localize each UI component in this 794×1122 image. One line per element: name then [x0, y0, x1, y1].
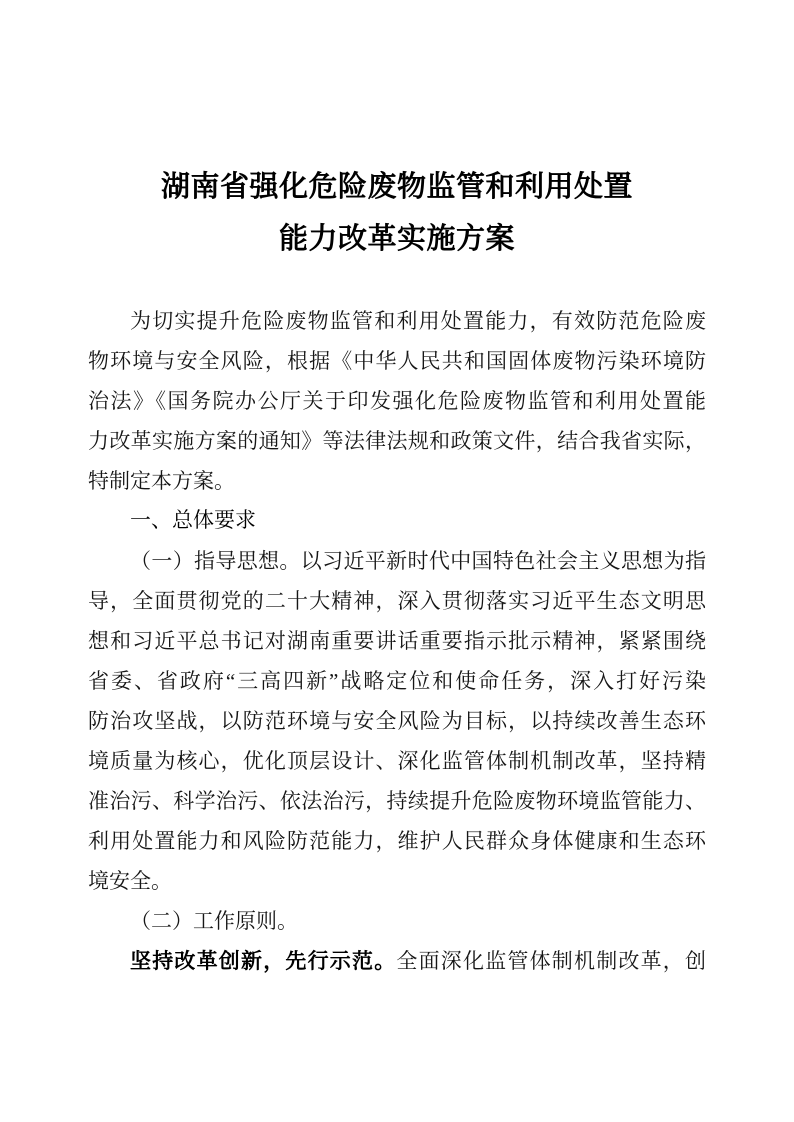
document-line: [88, 701, 706, 741]
document-line: [88, 581, 706, 621]
text-segment: 治法》《国务院办公厅关于印发强化危险废物监管和利用处置能: [88, 389, 706, 413]
text-segment: 一、总体要求: [130, 509, 256, 532]
document-line: [88, 741, 706, 781]
text-segment: 导，全面贯彻党的二十大精神，深入贯彻落实习近平生态文明思: [88, 589, 706, 613]
document-line: [88, 541, 706, 581]
document-line: [88, 781, 706, 821]
text-segment: 利用处置能力和风险防范能力，维护人民群众身体健康和生态环: [88, 829, 706, 853]
document-line: [88, 941, 706, 982]
document-body: [88, 301, 706, 982]
document-line: [88, 461, 706, 501]
document-line: [88, 661, 706, 701]
document-line: [88, 301, 706, 341]
guiding-ideology-paragraph: [88, 541, 706, 901]
document-line: [88, 381, 706, 421]
document-line: [88, 421, 706, 461]
text-segment: 物环境与安全风险，根据《中华人民共和国固体废物污染环境防: [88, 349, 706, 373]
text-segment: 特制定本方案。: [88, 469, 235, 493]
text-segment: 境安全。: [88, 869, 172, 893]
text-segment: 全面深化监管体制机制改革，创: [396, 949, 706, 973]
work-principles-subheading: [88, 901, 706, 941]
bold-text-segment: 坚持改革创新，先行示范。: [130, 950, 397, 973]
text-segment: （二）工作原则。: [130, 909, 298, 933]
document-title: [88, 161, 706, 265]
document-line: [88, 861, 706, 901]
text-segment: （一）指导思想。以习近平新时代中国特色社会主义思想为指: [130, 549, 706, 573]
text-segment: 省委、省政府“三高四新”战略定位和使命任务，深入打好污染: [88, 669, 706, 693]
document-line: [88, 901, 706, 941]
reform-innovation-paragraph: [88, 941, 706, 982]
text-segment: 境质量为核心，优化顶层设计、深化监管体制机制改革，坚持精: [88, 749, 706, 773]
document-line: [88, 501, 706, 541]
document-line: [88, 341, 706, 381]
section-heading-overall-requirements: [88, 501, 706, 541]
text-segment: 准治污、科学治污、依法治污，持续提升危险废物环境监管能力、: [88, 789, 706, 813]
text-segment: 防治攻坚战，以防范环境与安全风险为目标，以持续改善生态环: [88, 709, 706, 733]
document-title-line-1: 湖南省强化危险废物监管和利用处置: [160, 171, 633, 203]
intro-paragraph: [88, 301, 706, 501]
document-line: [88, 621, 706, 661]
text-segment: 为切实提升危险废物监管和利用处置能力，有效防范危险废: [130, 309, 706, 333]
document-line: [88, 821, 706, 861]
text-segment: 力改革实施方案的通知》等法律法规和政策文件，结合我省实际，: [88, 429, 706, 453]
document-title-line-2: 能力改革实施方案: [278, 223, 515, 255]
text-segment: 想和习近平总书记对湖南重要讲话重要指示批示精神，紧紧围绕: [88, 629, 706, 653]
